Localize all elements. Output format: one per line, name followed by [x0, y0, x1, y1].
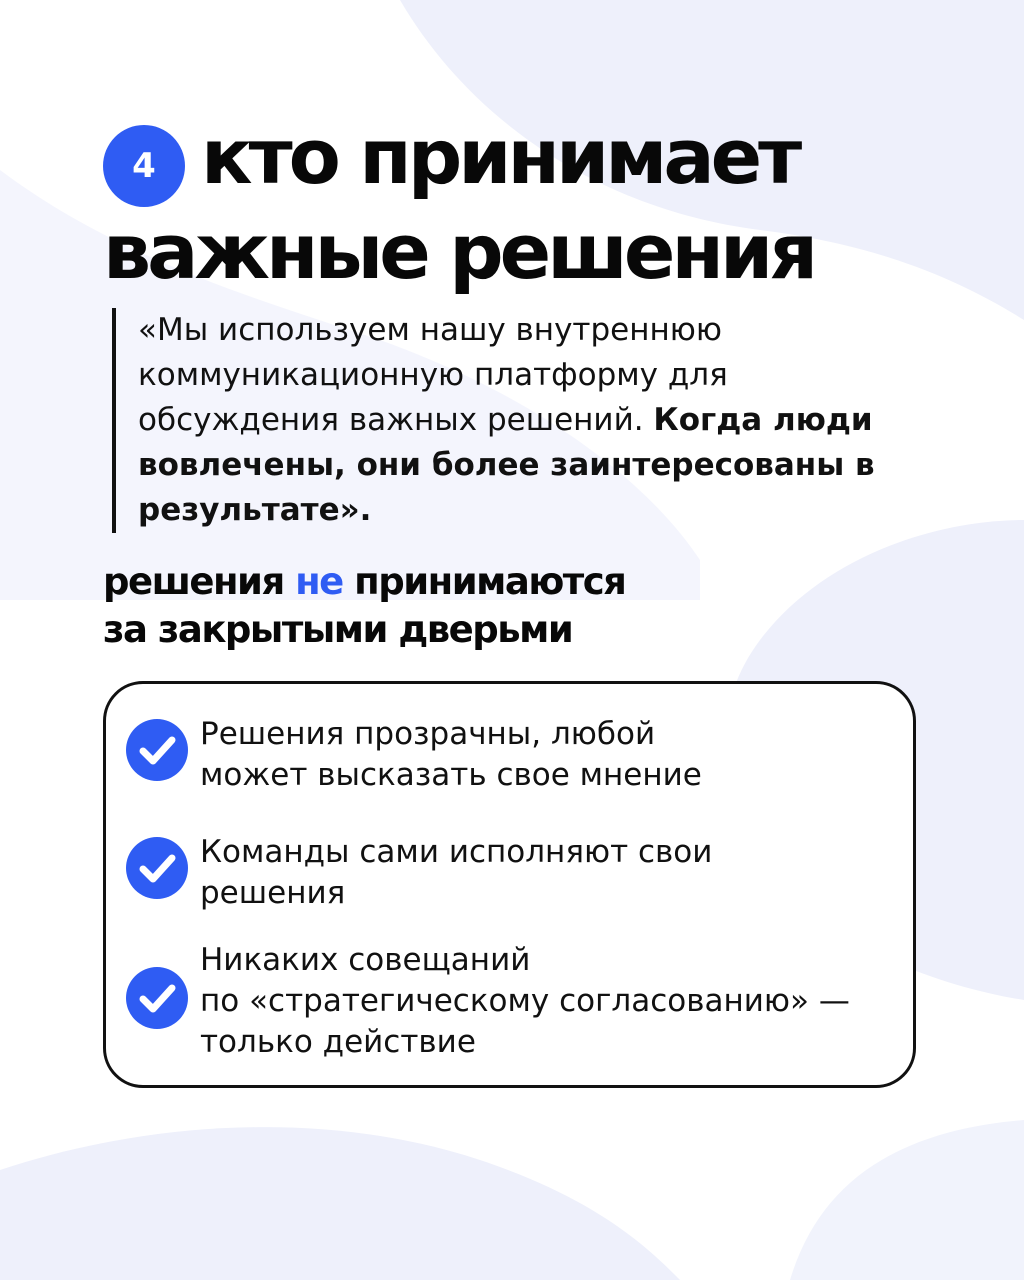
list-item-text: [200, 832, 900, 914]
subheading-line-2: за закрытыми дверьми: [103, 608, 573, 651]
check-circle-icon: [126, 719, 188, 781]
subheading-part-1: решения: [103, 560, 296, 603]
list-item-line: Никаких совещаний: [200, 942, 531, 978]
list-item-text: [200, 940, 900, 1063]
list-item-line: может высказать свое мнение: [200, 757, 702, 793]
list-item-line: только действие: [200, 1024, 476, 1060]
check-circle-icon: [126, 837, 188, 899]
list-item-line: Команды сами исполняют свои: [200, 834, 713, 870]
title-text-1: кто принимает: [201, 112, 799, 201]
list-item-text: [200, 714, 900, 796]
page-title: [103, 112, 983, 297]
benefits-card: [103, 681, 916, 1088]
quote-bold-text: Когда люди вовлечены, они более заинтересованы в результате».: [138, 402, 875, 528]
check-circle-icon: [126, 967, 188, 1029]
title-line-2: важные решения: [103, 207, 815, 296]
subheading-part-2: принимаются: [342, 560, 626, 603]
list-item-line: по «стратегическому согласованию» —: [200, 983, 850, 1019]
title-line-1: [103, 112, 983, 207]
step-number-badge: 4: [103, 125, 185, 207]
subheading: [103, 558, 963, 654]
quote-block: [112, 308, 938, 533]
subheading-accent: не: [295, 560, 343, 603]
list-item-line: Решения прозрачны, любой: [200, 716, 656, 752]
quote-regular-text: «Мы используем нашу внутреннюю коммуникационную платформу для обсуждения важных решений.: [138, 312, 728, 438]
list-item-line: решения: [200, 875, 346, 911]
